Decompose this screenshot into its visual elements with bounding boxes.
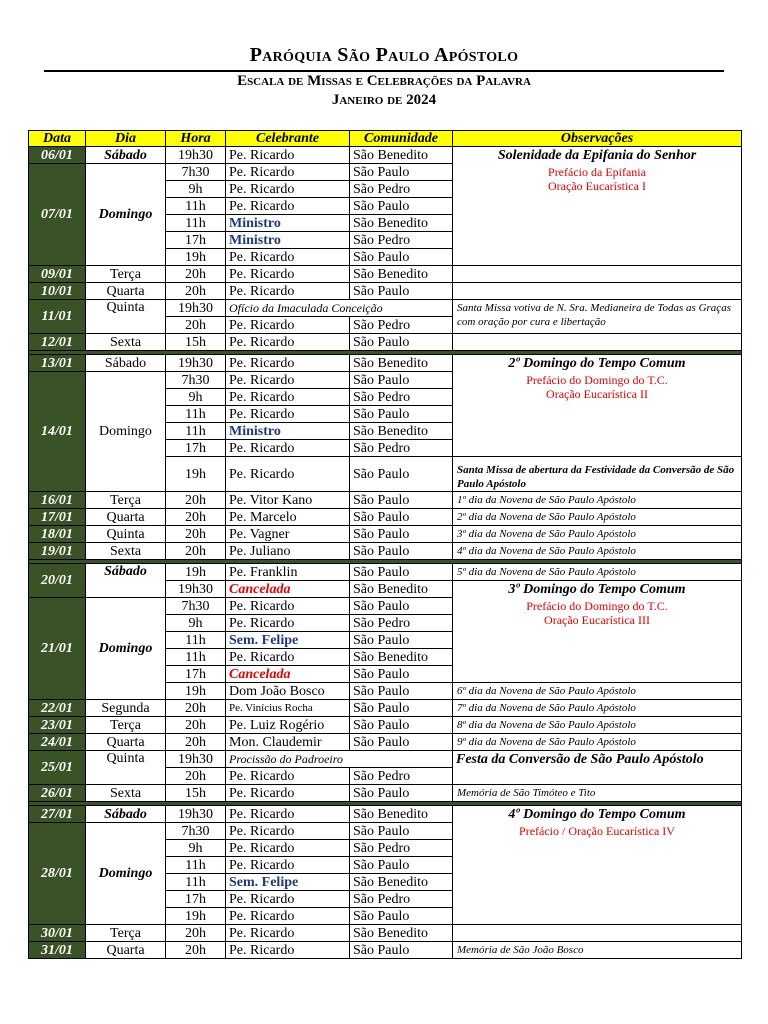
obs-line: Oração Eucarística III: [544, 613, 650, 627]
table-row: [29, 942, 742, 959]
day-cell: Quarta: [86, 509, 166, 526]
hour-cell: 19h30: [166, 581, 226, 598]
table-header-row: [29, 131, 742, 147]
obs-cell: 1º dia da Novena de São Paulo Apóstolo: [453, 492, 742, 509]
community-cell: São Benedito: [350, 215, 453, 232]
celebrant-cell: Pe. Ricardo: [226, 147, 350, 164]
day-cell: Domingo: [86, 164, 166, 266]
celebrant-cell: Pe. Ricardo: [226, 181, 350, 198]
day-cell: Terça: [86, 717, 166, 734]
celebrant-cell: Procissão do Padroeiro: [226, 751, 453, 768]
community-cell: São Pedro: [350, 181, 453, 198]
hour-cell: 9h: [166, 840, 226, 857]
date-cell: 13/01: [29, 355, 86, 372]
community-cell: São Paulo: [350, 734, 453, 751]
celebrant-cell: Ministro: [226, 423, 350, 440]
obs-line: Prefácio do Domingo do T.C.: [526, 599, 668, 613]
obs-cell: 8º dia da Novena de São Paulo Apóstolo: [453, 717, 742, 734]
community-cell: São Paulo: [350, 823, 453, 840]
celebrant-cell: Pe. Ricardo: [226, 615, 350, 632]
date-cell: 26/01: [29, 785, 86, 802]
celebrant-cell: Pe. Ricardo: [226, 266, 350, 283]
col-header-celebrante: Celebrante: [226, 131, 350, 147]
day-cell: Quarta: [86, 942, 166, 959]
hour-cell: 20h: [166, 717, 226, 734]
date-cell: 27/01: [29, 806, 86, 823]
celebrant-cell: Pe. Ricardo: [226, 598, 350, 615]
table-row: [29, 751, 742, 768]
hour-cell: 20h: [166, 942, 226, 959]
date-cell: 18/01: [29, 526, 86, 543]
hour-cell: 11h: [166, 406, 226, 423]
day-cell: Domingo: [86, 598, 166, 700]
table-row: [29, 700, 742, 717]
obs-cell: Memória de São João Bosco: [453, 942, 742, 959]
hour-cell: 19h30: [166, 300, 226, 317]
community-cell: São Paulo: [350, 632, 453, 649]
obs-tc3: [453, 581, 742, 683]
day-cell: Terça: [86, 266, 166, 283]
day-cell: Sábado: [86, 564, 166, 598]
obs-cell: 6º dia da Novena de São Paulo Apóstolo: [453, 683, 742, 700]
celebrant-cell: Pe. Ricardo: [226, 406, 350, 423]
col-header-hora: Hora: [166, 131, 226, 147]
hour-cell: 20h: [166, 509, 226, 526]
celebrant-cell: Pe. Vinícius Rocha: [226, 700, 350, 717]
community-cell: São Pedro: [350, 768, 453, 785]
obs-title: 3º Domingo do Tempo Comum: [508, 582, 686, 597]
col-header-data: Data: [29, 131, 86, 147]
date-cell: 19/01: [29, 543, 86, 560]
date-cell: 31/01: [29, 942, 86, 959]
obs-cell: [453, 751, 742, 785]
celebrant-cell: Cancelada: [226, 666, 350, 683]
hour-cell: 15h: [166, 334, 226, 351]
date-cell: 10/01: [29, 283, 86, 300]
obs-tc4: [453, 806, 742, 925]
table-row: [29, 526, 742, 543]
day-cell: Quarta: [86, 283, 166, 300]
hour-cell: 7h30: [166, 164, 226, 181]
hour-cell: 19h30: [166, 147, 226, 164]
date-cell: 17/01: [29, 509, 86, 526]
date-cell: 20/01: [29, 564, 86, 598]
obs-cell: [453, 925, 742, 942]
day-cell: Terça: [86, 492, 166, 509]
community-cell: São Benedito: [350, 806, 453, 823]
hour-cell: 7h30: [166, 598, 226, 615]
community-cell: São Benedito: [350, 423, 453, 440]
celebrant-cell: Pe. Ricardo: [226, 806, 350, 823]
page-subtitle: Escala de Missas e Celebrações da Palavra: [237, 73, 531, 89]
community-cell: São Benedito: [350, 266, 453, 283]
community-cell: São Paulo: [350, 372, 453, 389]
celebrant-cell: Pe. Ricardo: [226, 785, 350, 802]
hour-cell: 20h: [166, 925, 226, 942]
community-cell: São Benedito: [350, 925, 453, 942]
hour-cell: 20h: [166, 768, 226, 785]
table-row: [29, 925, 742, 942]
obs-line: Prefácio / Oração Eucarística IV: [519, 824, 675, 838]
celebrant-cell: Pe. Franklin: [226, 564, 350, 581]
date-cell: 16/01: [29, 492, 86, 509]
date-cell: 30/01: [29, 925, 86, 942]
hour-cell: 17h: [166, 232, 226, 249]
hour-cell: 19h: [166, 683, 226, 700]
hour-cell: 9h: [166, 389, 226, 406]
obs-cell: [453, 283, 742, 300]
community-cell: São Pedro: [350, 232, 453, 249]
table-row: [29, 785, 742, 802]
celebrant-cell: Pe. Ricardo: [226, 457, 350, 492]
obs-cell: [453, 334, 742, 351]
celebrant-cell: Pe. Ricardo: [226, 891, 350, 908]
celebrant-cell: Pe. Ricardo: [226, 355, 350, 372]
date-cell: 09/01: [29, 266, 86, 283]
hour-cell: 7h30: [166, 372, 226, 389]
obs-cell: 9º dia da Novena de São Paulo Apóstolo: [453, 734, 742, 751]
hour-cell: 11h: [166, 874, 226, 891]
hour-cell: 17h: [166, 666, 226, 683]
community-cell: São Paulo: [350, 857, 453, 874]
hour-cell: 20h: [166, 283, 226, 300]
community-cell: São Paulo: [350, 198, 453, 215]
obs-epifania: [453, 147, 742, 266]
celebrant-cell: Pe. Ricardo: [226, 164, 350, 181]
hour-cell: 15h: [166, 785, 226, 802]
celebrant-cell: Sem. Felipe: [226, 874, 350, 891]
community-cell: São Paulo: [350, 164, 453, 181]
hour-cell: 19h: [166, 908, 226, 925]
day-cell: Sábado: [86, 355, 166, 372]
table-row: [29, 300, 742, 317]
day-cell: Domingo: [86, 372, 166, 492]
hour-cell: 19h: [166, 564, 226, 581]
community-cell: São Benedito: [350, 355, 453, 372]
community-cell: São Pedro: [350, 440, 453, 457]
date-cell: 06/01: [29, 147, 86, 164]
celebrant-cell: Pe. Ricardo: [226, 840, 350, 857]
celebrant-cell: Pe. Ricardo: [226, 768, 350, 785]
table-row: [29, 564, 742, 581]
day-cell: Quarta: [86, 734, 166, 751]
hour-cell: 11h: [166, 215, 226, 232]
celebrant-cell: Pe. Ricardo: [226, 372, 350, 389]
day-cell: Sábado: [86, 806, 166, 823]
hour-cell: 20h: [166, 526, 226, 543]
celebrant-cell: Sem. Felipe: [226, 632, 350, 649]
celebrant-cell: Pe. Ricardo: [226, 283, 350, 300]
community-cell: São Paulo: [350, 785, 453, 802]
community-cell: São Paulo: [350, 334, 453, 351]
celebrant-cell: Pe. Marcelo: [226, 509, 350, 526]
obs-title: Solenidade da Epifania do Senhor: [497, 148, 697, 163]
date-cell: 11/01: [29, 300, 86, 334]
community-cell: São Paulo: [350, 564, 453, 581]
table-row: [29, 283, 742, 300]
obs-cell: 7º dia da Novena de São Paulo Apóstolo: [453, 700, 742, 717]
celebrant-cell: Pe. Ricardo: [226, 908, 350, 925]
date-cell: 14/01: [29, 372, 86, 492]
hour-cell: 17h: [166, 891, 226, 908]
hour-cell: 11h: [166, 857, 226, 874]
hour-cell: 20h: [166, 266, 226, 283]
community-cell: São Pedro: [350, 891, 453, 908]
celebrant-cell: Pe. Ricardo: [226, 942, 350, 959]
celebrant-cell: Ministro: [226, 232, 350, 249]
hour-cell: 20h: [166, 734, 226, 751]
obs-line: Prefácio da Epifania: [548, 165, 646, 179]
table-row: [29, 543, 742, 560]
community-cell: São Paulo: [350, 406, 453, 423]
celebrant-cell: Cancelada: [226, 581, 350, 598]
table-row: [29, 492, 742, 509]
community-cell: São Benedito: [350, 649, 453, 666]
hour-cell: 20h: [166, 317, 226, 334]
obs-title: 4º Domingo do Tempo Comum: [508, 807, 686, 822]
hour-cell: 20h: [166, 700, 226, 717]
table-row: [29, 355, 742, 372]
table-row: [29, 509, 742, 526]
obs-title: Festa da Conversão de São Paulo Apóstolo: [456, 752, 704, 767]
community-cell: São Pedro: [350, 389, 453, 406]
hour-cell: 11h: [166, 649, 226, 666]
community-cell: São Paulo: [350, 942, 453, 959]
hour-cell: 19h30: [166, 751, 226, 768]
page-month: Janeiro de 2024: [331, 92, 437, 108]
celebrant-cell: Pe. Ricardo: [226, 823, 350, 840]
community-cell: São Paulo: [350, 717, 453, 734]
obs-cell: 5º dia da Novena de São Paulo Apóstolo: [453, 564, 742, 581]
hour-cell: 20h: [166, 492, 226, 509]
community-cell: São Paulo: [350, 526, 453, 543]
obs-cell: 3º dia da Novena de São Paulo Apóstolo: [453, 526, 742, 543]
celebrant-cell: Pe. Ricardo: [226, 857, 350, 874]
obs-cell: 2º dia da Novena de São Paulo Apóstolo: [453, 509, 742, 526]
hour-cell: 19h30: [166, 355, 226, 372]
obs-cell: Santa Missa votiva de N. Sra. Medianeira de Todas as Graças com oração por cura e libertação: [453, 300, 742, 334]
celebrant-cell: Pe. Vitor Kano: [226, 492, 350, 509]
community-cell: São Pedro: [350, 317, 453, 334]
celebrant-cell: Pe. Ricardo: [226, 440, 350, 457]
community-cell: São Benedito: [350, 874, 453, 891]
community-cell: São Paulo: [350, 543, 453, 560]
date-cell: 25/01: [29, 751, 86, 785]
date-cell: 24/01: [29, 734, 86, 751]
community-cell: São Pedro: [350, 840, 453, 857]
date-cell: 07/01: [29, 164, 86, 266]
hour-cell: 19h: [166, 457, 226, 492]
obs-title: 2º Domingo do Tempo Comum: [508, 356, 686, 371]
date-cell: 22/01: [29, 700, 86, 717]
obs-line: Oração Eucarística I: [548, 179, 646, 193]
community-cell: São Paulo: [350, 666, 453, 683]
celebrant-cell: Pe. Luiz Rogério: [226, 717, 350, 734]
date-cell: 28/01: [29, 823, 86, 925]
celebrant-cell: Pe. Ricardo: [226, 389, 350, 406]
col-header-observacoes: Observações: [453, 131, 742, 147]
celebrant-cell: Dom João Bosco: [226, 683, 350, 700]
community-cell: São Paulo: [350, 457, 453, 492]
celebrant-cell: Pe. Vagner: [226, 526, 350, 543]
table-row: [29, 334, 742, 351]
hour-cell: 11h: [166, 423, 226, 440]
hour-cell: 17h: [166, 440, 226, 457]
celebrant-cell: Pe. Ricardo: [226, 334, 350, 351]
obs-cell: [453, 266, 742, 283]
day-cell: Quinta: [86, 526, 166, 543]
hour-cell: 7h30: [166, 823, 226, 840]
obs-line: Oração Eucarística II: [546, 387, 648, 401]
table-row: [29, 266, 742, 283]
hour-cell: 11h: [166, 198, 226, 215]
celebrant-cell: Pe. Ricardo: [226, 925, 350, 942]
date-cell: 23/01: [29, 717, 86, 734]
community-cell: São Benedito: [350, 581, 453, 598]
day-cell: Sexta: [86, 334, 166, 351]
celebrant-cell: Pe. Juliano: [226, 543, 350, 560]
community-cell: São Paulo: [350, 700, 453, 717]
obs-tc2: [453, 355, 742, 457]
schedule-table: [28, 130, 742, 959]
day-cell: Segunda: [86, 700, 166, 717]
celebrant-cell: Mon. Claudemir: [226, 734, 350, 751]
community-cell: São Paulo: [350, 683, 453, 700]
celebrant-cell: Ministro: [226, 215, 350, 232]
community-cell: São Paulo: [350, 283, 453, 300]
day-cell: Domingo: [86, 823, 166, 925]
col-header-comunidade: Comunidade: [350, 131, 453, 147]
col-header-dia: Dia: [86, 131, 166, 147]
table-row: [29, 806, 742, 823]
title-rule: [44, 70, 724, 72]
celebrant-cell: Ofício da Imaculada Conceição: [226, 300, 453, 317]
hour-cell: 11h: [166, 632, 226, 649]
celebrant-cell: Pe. Ricardo: [226, 198, 350, 215]
obs-cell: Santa Missa de abertura da Festividade da Conversão de São Paulo Apóstolo: [453, 457, 742, 492]
day-cell: Quinta: [86, 300, 166, 334]
page-title: Paróquia São Paulo Apóstolo: [249, 44, 519, 66]
community-cell: São Benedito: [350, 147, 453, 164]
community-cell: São Paulo: [350, 509, 453, 526]
hour-cell: 19h: [166, 249, 226, 266]
hour-cell: 9h: [166, 615, 226, 632]
celebrant-cell: Pe. Ricardo: [226, 249, 350, 266]
community-cell: São Paulo: [350, 908, 453, 925]
celebrant-cell: Pe. Ricardo: [226, 649, 350, 666]
day-cell: Quinta: [86, 751, 166, 785]
community-cell: São Paulo: [350, 598, 453, 615]
hour-cell: 19h30: [166, 806, 226, 823]
obs-line: Prefácio do Domingo do T.C.: [526, 373, 668, 387]
hour-cell: 9h: [166, 181, 226, 198]
table-row: [29, 734, 742, 751]
hour-cell: 20h: [166, 543, 226, 560]
table-row: [29, 717, 742, 734]
obs-cell: Memória de São Timóteo e Tito: [453, 785, 742, 802]
celebrant-cell: Pe. Ricardo: [226, 317, 350, 334]
community-cell: São Paulo: [350, 249, 453, 266]
table-row: [29, 147, 742, 164]
community-cell: São Paulo: [350, 492, 453, 509]
obs-cell: 4º dia da Novena de São Paulo Apóstolo: [453, 543, 742, 560]
day-cell: Sexta: [86, 785, 166, 802]
community-cell: São Pedro: [350, 615, 453, 632]
day-cell: Sábado: [86, 147, 166, 164]
day-cell: Sexta: [86, 543, 166, 560]
date-cell: 21/01: [29, 598, 86, 700]
day-cell: Terça: [86, 925, 166, 942]
date-cell: 12/01: [29, 334, 86, 351]
